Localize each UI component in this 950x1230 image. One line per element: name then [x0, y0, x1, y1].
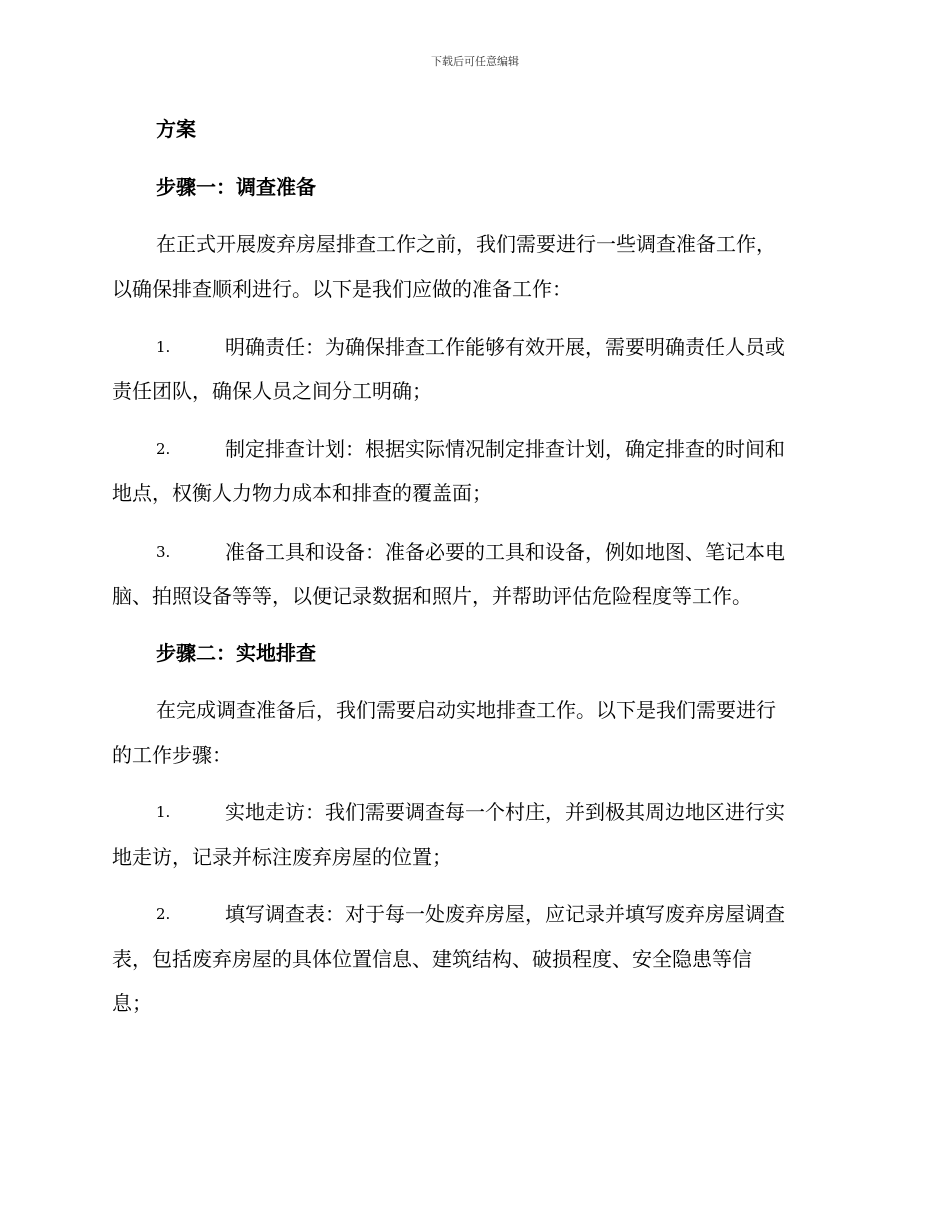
step2-item1-line2: 地走访，记录并标注废弃房屋的位置； [112, 845, 452, 869]
step1-item1-line1: 明确责任：为确保排查工作能够有效开展，需要明确责任人员或 [225, 335, 785, 359]
step2-intro-line2: 的工作步骤： [112, 743, 232, 767]
step1-item1-line2: 责任团队，确保人员之间分工明确； [112, 379, 432, 403]
page-title: 方案 [156, 117, 196, 141]
step2-heading: 步骤二：实地排查 [156, 641, 316, 665]
step1-item3-number: 3. [156, 543, 171, 561]
step2-item1-line1: 实地走访：我们需要调查每一个村庄，并到极其周边地区进行实 [225, 800, 785, 824]
step1-intro-line2: 以确保排查顺利进行。以下是我们应做的准备工作： [112, 277, 572, 301]
step2-item1-number: 1. [156, 803, 171, 821]
step2-intro-line1: 在完成调查准备后，我们需要启动实地排查工作。以下是我们需要进行 [156, 698, 776, 722]
step1-item2-line2: 地点，权衡人力物力成本和排查的覆盖面； [112, 481, 492, 505]
step1-item2-number: 2. [156, 440, 171, 458]
step1-item1-number: 1. [156, 338, 171, 356]
step2-item2-line1: 填写调查表：对于每一处废弃房屋，应记录并填写废弃房屋调查 [225, 902, 785, 926]
step2-item2-line3: 息； [112, 991, 152, 1015]
step1-item3-line1: 准备工具和设备：准备必要的工具和设备，例如地图、笔记本电 [225, 540, 785, 564]
step1-item2-line1: 制定排查计划：根据实际情况制定排查计划，确定排查的时间和 [225, 437, 785, 461]
step2-item2-line2: 表，包括废弃房屋的具体位置信息、建筑结构、破损程度、安全隐患等信 [112, 947, 752, 971]
step1-item3-line2: 脑、拍照设备等等，以便记录数据和照片，并帮助评估危险程度等工作。 [112, 584, 752, 608]
step1-intro-line1: 在正式开展废弃房屋排查工作之前，我们需要进行一些调查准备工作， [156, 232, 776, 256]
step1-heading: 步骤一：调查准备 [156, 175, 316, 199]
step2-item2-number: 2. [156, 905, 171, 923]
header-note: 下载后可任意编辑 [431, 55, 519, 68]
